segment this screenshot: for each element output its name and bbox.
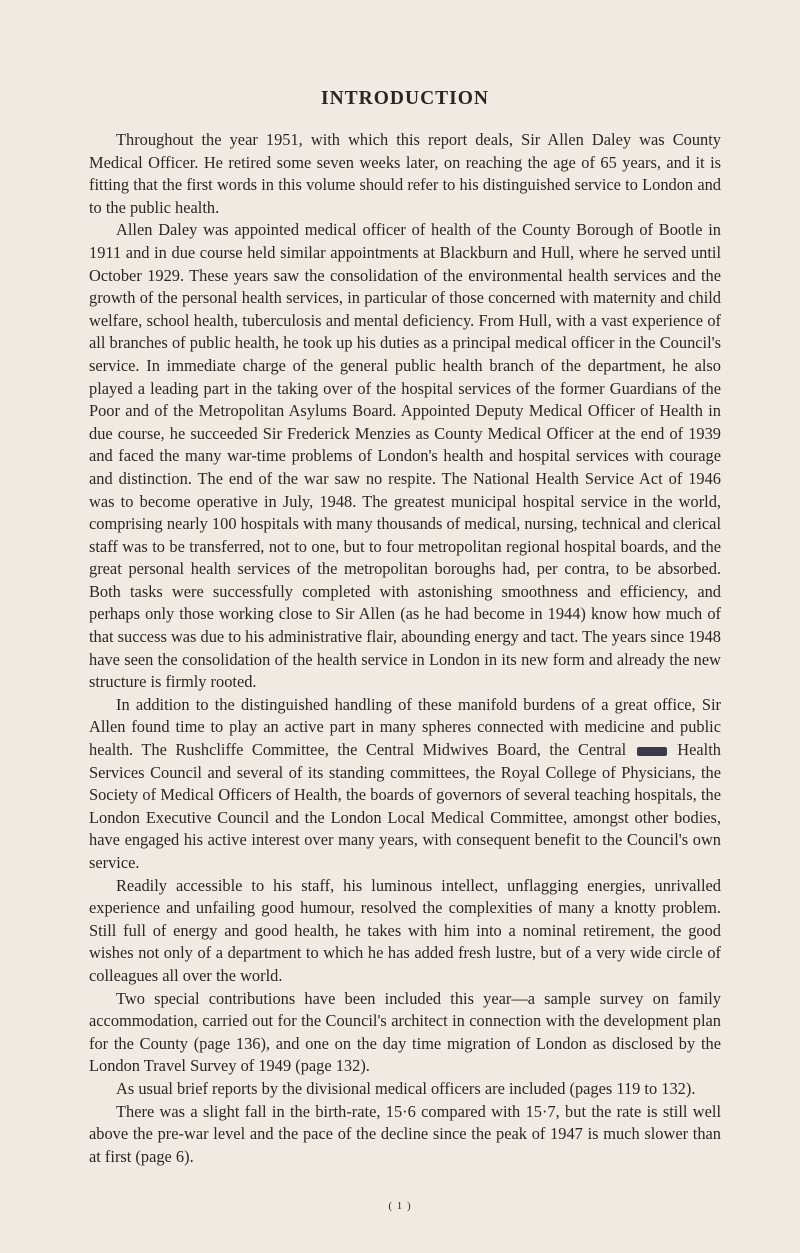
paragraph-6: As usual brief reports by the divisional medical officers are included (pages 119 to 132). (116, 1078, 696, 1098)
paragraph-3 (89, 694, 721, 875)
document-page (89, 88, 721, 1168)
paragraph-3-text-after: Health Services Council and several of its standing committees, the Royal College of Physicians, the Society of Medical Officers of Health, the boards of governors of several teaching hospitals, the London Executive Council and the London Local Medical Committee, amongst other bodies, have engaged his active interest over many years, with consequent benefit to the Council's own service. (89, 740, 721, 872)
page-title: INTRODUCTION (320, 88, 490, 109)
page-number: ( 1 ) (388, 1200, 412, 1212)
paragraph-4: Readily accessible to his staff, his luminous intellect, unflagging energies, unrivalled experience and unfailing good humour, resolved the complexities of many a knotty problem. Still full of energy and good health, he takes with him into a nominal retirement, the good wishes not only of a department to which he has added fresh lustre, but of a very wide circle of colleagues all over the world. (89, 875, 721, 985)
paragraph-3-text-before: In addition to the distinguished handling of these manifold burdens of a great office, Sir Allen found time to play an active part in many spheres connected with medicine and public health. The Rushcliffe Committee, the Central Midwives Board, the Central (89, 694, 721, 760)
paragraph-2: Allen Daley was appointed medical officer of health of the County Borough of Bootle in 1911 and in due course held similar appointments at Blackburn and Hull, where he served until October 1929. These years saw the consolidation of the environmental health services and the growth of the personal health services, in particular of those concerned with maternity and child welfare, school health, tuberculosis and mental deficiency. From Hull, with a vast experience of all branches of public health, he took up his duties as a principal medical officer in the Council's service. In immediate charge of the general public health branch of the department, he also played a leading part in the taking over of the hospital services of the former Guardians of the Poor and of the Metropolitan Asylums Board. Appointed Deputy Medical Officer of Health in due course, he succeeded Sir Frederick Menzies as County Medical Officer at the end of 1939 and faced the many war-time problems of London's health and hospital services with courage and distinction. The end of the war saw no respite. The National Health Service Act of 1946 was to become operative in July, 1948. The greatest municipal hospital service in the world, comprising nearly 100 hospitals with many thousands of medical, nursing, technical and clerical staff was to be transferred, not to one, but to four metropolitan regional hospital boards, and the great personal health services of the metropolitan boroughs had, per contra, to be absorbed. Both tasks were successfully completed with astonishing smoothness and efficiency, and perhaps only those working close to Sir Allen (as he had become in 1944) know how much of that success was due to his administrative flair, abounding energy and tact. The years since 1948 have seen the consolidation of the health service in London in its new form and already the new structure is firmly rooted. (89, 220, 721, 692)
paragraph-7: There was a slight fall in the birth-rate, 15·6 compared with 15·7, but the rate is still well above the pre-war level and the pace of the decline since the peak of 1947 is much slower than at first (page 6). (89, 1101, 721, 1166)
paragraph-5: Two special contributions have been included this year—a sample survey on family accommodation, carried out for the Council's architect in connection with the development plan for the County (page 136), and one on the day time migration of London as disclosed by the London Travel Survey of 1949 (page 132). (89, 988, 721, 1076)
redacted-word-mark (637, 747, 667, 756)
paragraph-1: Throughout the year 1951, with which this report deals, Sir Allen Daley was County Medical Officer. He retired some seven weeks later, on reaching the age of 65 years, and it is fitting that the first words in this volume should refer to his distinguished service to London and to the public health. (89, 130, 721, 217)
